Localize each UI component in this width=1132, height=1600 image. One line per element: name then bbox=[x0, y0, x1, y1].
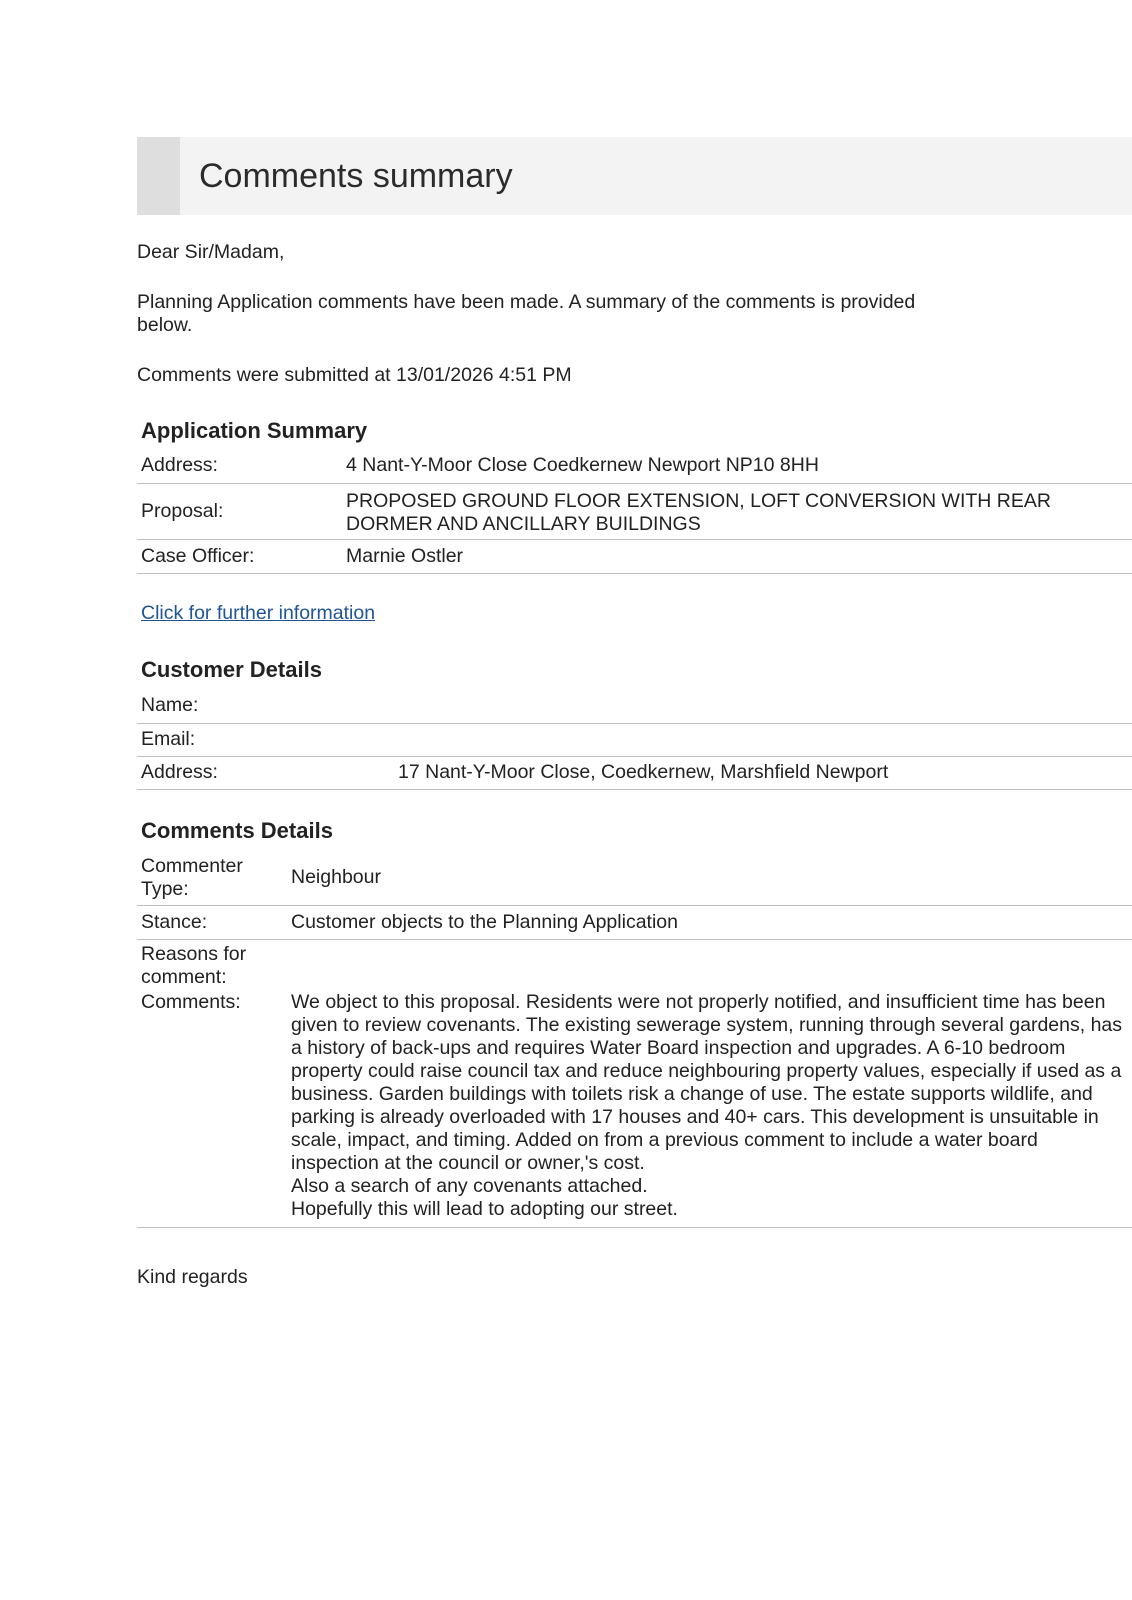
case-officer-value: Marnie Ostler bbox=[342, 539, 1132, 573]
page-title: Comments summary bbox=[199, 157, 513, 195]
application-summary-table bbox=[137, 449, 1132, 574]
header-accent-stripe bbox=[137, 137, 180, 215]
table-row bbox=[137, 689, 1132, 723]
table-row bbox=[137, 756, 1132, 789]
greeting: Dear Sir/Madam, bbox=[137, 241, 285, 263]
reasons-value bbox=[287, 939, 1132, 991]
commenter-type-label: Commenter Type: bbox=[137, 851, 287, 905]
address-label: Address: bbox=[137, 449, 342, 483]
reasons-label: Reasons for comment: bbox=[141, 942, 247, 988]
table-row bbox=[137, 851, 1132, 905]
customer-address-value: 17 Nant-Y-Moor Close, Coedkernew, Marshfield Newport bbox=[394, 756, 1132, 789]
closing-text: Kind regards bbox=[137, 1266, 248, 1288]
comments-details-heading: Comments Details bbox=[141, 818, 333, 843]
proposal-label: Proposal: bbox=[137, 483, 342, 539]
table-row bbox=[137, 449, 1132, 483]
customer-details-table bbox=[137, 689, 1132, 790]
name-label: Name: bbox=[137, 689, 394, 723]
table-row bbox=[137, 991, 1132, 1228]
table-row bbox=[137, 939, 1132, 991]
email-label: Email: bbox=[137, 723, 394, 756]
application-summary-heading: Application Summary bbox=[141, 418, 368, 443]
table-row bbox=[137, 539, 1132, 573]
comments-value: We object to this proposal. Residents were not properly notified, and insufficient time has been given to review covenants. The existing sewerage system, running through several gardens, has a history of back-ups and requires Water Board inspection and upgrades. A 6-10 bedroom property could raise council tax and reduce neighbouring property values, especially if used as a business. Garden buildings with toilets risk a change of use. The estate supports wildlife, and parking is already overloaded with 17 houses and 40+ cars. This development is unsuitable in scale, impact, and timing. Added on from a previous comment to include a water board inspection at the council or owner,'s cost. Also a search of any covenants attached. Hopefully this will lead to adopting our street. bbox=[287, 991, 1132, 1228]
comments-label: Comments: bbox=[137, 991, 287, 1228]
table-row bbox=[137, 483, 1132, 539]
comments-details-table bbox=[137, 851, 1132, 1228]
stance-value: Customer objects to the Planning Application bbox=[287, 905, 1132, 939]
email-value bbox=[394, 723, 1132, 756]
table-row bbox=[137, 905, 1132, 939]
commenter-type-value: Neighbour bbox=[287, 851, 1132, 905]
name-value bbox=[394, 689, 1132, 723]
customer-details-heading: Customer Details bbox=[141, 657, 322, 682]
customer-address-label: Address: bbox=[137, 756, 394, 789]
proposal-value: PROPOSED GROUND FLOOR EXTENSION, LOFT CONVERSION WITH REAR DORMER AND ANCILLARY BUILDINGS bbox=[342, 483, 1132, 539]
page-header bbox=[137, 137, 1132, 215]
intro-text: Planning Application comments have been made. A summary of the comments is provided below. bbox=[137, 291, 916, 336]
case-officer-label: Case Officer: bbox=[137, 539, 342, 573]
address-value: 4 Nant-Y-Moor Close Coedkernew Newport NP10 8HH bbox=[342, 449, 1132, 483]
stance-label: Stance: bbox=[137, 905, 287, 939]
table-row bbox=[137, 723, 1132, 756]
further-info-link[interactable]: Click for further information bbox=[141, 602, 376, 624]
submitted-text: Comments were submitted at 13/01/2026 4:51 PM bbox=[137, 364, 572, 386]
